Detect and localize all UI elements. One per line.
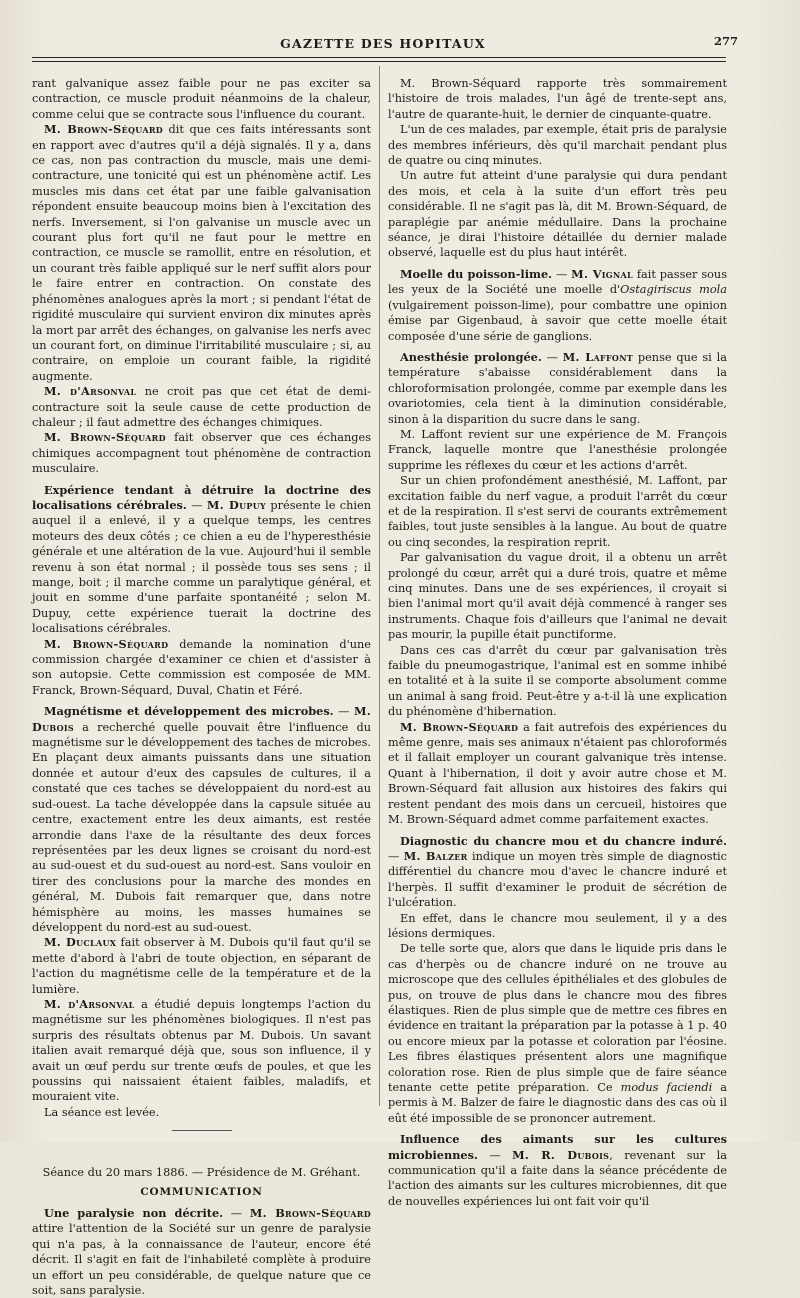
separator-rule: [172, 1130, 232, 1131]
paragraph: Un autre fut atteint d'une paralysie qui dura pendant des mois, et cela à la suite d'un effort très peu considérable. Il ne s'agit pas là, dit M. Brown-Séquard, de paraplégie par anémie médullaire. Dans la prochaine séance, je dirai l'histoire détaillée du dernier malade observé, laquelle est du plus haut intérêt.: [388, 169, 727, 260]
paragraph: M. Brown-Séquard fait observer que ces échanges chimiques accompagnent tout phénomène de contraction musculaire.: [32, 430, 371, 476]
section-paragraph: Influence des aimants sur les cultures microbiennes. — M. R. Dubois, revenant sur la communication qu'il a faite dans la séance précédente de l'action des aimants sur les cultures microbiennes, dit que de nouvelles expériences lui ont fait voir qu'il: [388, 1132, 727, 1208]
speaker-name: M. Brown-Séquard: [44, 430, 166, 445]
seance-heading: Séance du 20 mars 1886. — Présidence de M. Gréhant.: [42, 1166, 361, 1180]
speaker-name: M. Brown-Séquard: [44, 636, 169, 651]
speaker-name: M. d'Arsonval: [44, 384, 137, 399]
paragraph: M. Brown-Séquard rapporte très sommairement l'histoire de trois malades, l'un âgé de trente-sept ans, l'autre de quarante-huit, le dernier de cinquante-quatre.: [388, 77, 727, 121]
section-heading: Magnétisme et développement des microbes.: [44, 704, 334, 719]
speaker-name: M. Brown-Séquard: [400, 719, 519, 734]
paragraph: De telle sorte que, alors que dans le liquide pris dans le cas d'herpès ou de chancre induré on ne trouve au microscope que des cellules épithéliales et des globules de pus, on trouve de plus dans le chancre mou des fibres élastiques. Rien de plus simple que de mettre ces fibres en évidence en traitant la préparation par la potasse à 1 p. 40 ou encore mieux par la potasse et coloration par l'éosine. Les fibres élastiques présentent alors une magnifique coloration rose. Rien de plus simple que de faire séance tenante cette petite préparation. Ce modus faciendi a permis à M. Balzer de faire le diagnostic dans des cas où il eût été impossible de se prononcer autrement.: [388, 942, 727, 1125]
journal-title: GAZETTE DES HOPITAUX: [280, 36, 486, 51]
section-paragraph: Magnétisme et développement des microbes. — M. Dubois a recherché quelle pouvait être l'influence du magnétisme sur le développement des taches de microbes. En plaçant deux aimants puissants dans une situation donnée et autour d'eux des capsules de cultures, il a constaté que ces taches se développaient du nord-est au sud-ouest. La tache développée dans la capsule située au centre, exactement entre les deux aimants, est restée arrondie dans l'axe de la résultante des deux forces représentées par les deux lignes se croisant du nord-est au sud-ouest et du sud-ouest au nord-est. Sans vouloir en tirer des conclusions pour la marche des mondes en général, M. Dubois fait remarquer que, dans notre hémisphère au moins, les masses humaines se développent du nord-est au sud-ouest.: [32, 704, 371, 934]
header-rule: [32, 57, 726, 58]
species-name: Ostagiriscus mola: [620, 283, 727, 297]
paragraph: M. d'Arsonval a étudié depuis longtemps l'action du magnétisme sur les phénomènes biologiques. Il n'est pas surpris des résultats obtenus par M. Dubois. Un savant italien avait remarqué déjà que, sous son influence, il y avait un œuf perdu sur trente œufs de poules, et que les poussins qui naissaient étaient faibles, maladifs, et mouraient vite.: [32, 996, 371, 1104]
paragraph: En effet, dans le chancre mou seulement, il y a des lésions dermiques.: [388, 911, 727, 940]
paragraph: M. Laffont revient sur une expérience de M. François Franck, laquelle montre que l'anesthésie prolongée supprime les réflexes du cœur et les actions d'arrêt.: [388, 427, 727, 472]
paragraph: Sur un chien profondément anesthésié, M. Laffont, par excitation faible du nerf vague, a produit l'arrêt du cœur et de la respiration. Il s'est servi de courants extrêmement faibles, tout juste sensibles à la langue. Au bout de quatre ou cinq secondes, la respiration reprit.: [388, 474, 727, 549]
paragraph: L'un de ces malades, par exemple, était pris de paralysie des membres inférieurs, dès qu'il marchait pendant plus de quatre ou cinq minutes.: [388, 123, 727, 168]
section-paragraph: Une paralysie non décrite. — M. Brown-Séquard attire l'attention de la Société sur un genre de paralysie qui n'a pas, à la connaissance de l'auteur, encore été décrit. Il s'agit en fait de l'inhabileté complète à produire un effort un peu considérable, de quelque nature que ce soit, sans paralysie.: [32, 1206, 371, 1298]
section-paragraph: Diagnostic du chancre mou et du chancre induré. — M. Balzer indique un moyen très simple de diagnostic différentiel du chancre mou d'avec le chancre induré et l'herpès. Il suffit d'examiner le produit de sécrétion de l'ulcération.: [388, 833, 727, 910]
speaker-name: M. d'Arsonval: [44, 996, 135, 1011]
paragraph: Par galvanisation du vague droit, il a obtenu un arrêt prolongé du cœur, arrêt qui a duré trois, quatre et même cinq minutes. Dans une de ses expériences, il croyait si bien l'animal mort qu'il avait déjà commencé à ranger ses instruments. Chaque fois d'ailleurs que l'animal ne devait pas mourir, la pupille était punctiforme.: [388, 551, 727, 642]
speaker-name: M. Duclaux: [44, 935, 117, 950]
speaker-name: M. Brown-Séquard: [249, 1206, 371, 1221]
column-divider: [379, 66, 380, 1106]
paragraph: M. d'Arsonval ne croit pas que cet état de demi-contracture soit la seule cause de cette production de chaleur ; il faut admettre des échanges chimiques.: [32, 384, 371, 429]
section-heading: Influence des aimants sur les cultures microbiennes.: [388, 1132, 727, 1162]
latin-phrase: modus faciendi: [620, 1081, 713, 1094]
section-paragraph: Anesthésie prolongée. — M. Laffont pense que si la température s'abaisse considérablement dans la chloroformisation prolongée, comme par exemple dans les ovariotomies, cela tient à la diminution considérable, sinon à la disparition du sucre dans le sang.: [388, 349, 727, 426]
speaker-name: M. Vignal: [571, 266, 633, 281]
speaker-name: M. Balzer: [403, 848, 468, 863]
left-column: [32, 76, 371, 1298]
paragraph: M. Brown-Séquard dit que ces faits intéressants sont en rapport avec d'autres qu'il a déjà signalés. Il y a, dans ce cas, non pas contraction du muscle, mais une demi-contracture, une tonicité qui est un phénomène actif. Les muscles mis dans cet état par une faible galvanisation répondent ensuite beaucoup moins bien à l'excitation des nerfs. Inversement, si l'on galvanise un muscle avec un courant plus fort qu'il ne faut pour le mettre en contraction, ce muscle se ramollit, entre en résolution, et un courant très faible appliqué sur le nerf suffit alors pour le faire entrer en contraction. On constate des phénomènes analogues après la mort ; si pendant l'état de rigidité musculaire qui survient environ dix minutes après la mort par arrêt des échanges, on galvanise les nerfs avec un courant fort, on diminue l'irritabilité musculaire ; si, au contraire, on emploie un courant faible, la rigidité augmente.: [32, 122, 371, 383]
right-column: [388, 76, 727, 1209]
paragraph: M. Brown-Séquard demande la nomination d'une commission chargée d'examiner ce chien et d'assister à son autopsie. Cette commission est composée de MM. Franck, Brown-Séquard, Duval, Chatin et Féré.: [32, 636, 371, 697]
speaker-name: M. Brown-Séquard: [44, 122, 164, 137]
header-rule-thin: [32, 61, 726, 62]
section-heading: Expérience tendant à détruire la doctrine des localisations cérébrales.: [32, 482, 371, 512]
paragraph: La séance est levée.: [44, 1105, 160, 1119]
paragraph: Dans ces cas d'arrêt du cœur par galvanisation très faible du pneumogastrique, l'animal est en somme inhibé en totalité et à la suite il se comporte absolument comme un animal à sang froid. Peut-être y a-t-il là une explication du phénomène d'hibernation.: [388, 643, 727, 719]
section-heading: Moelle du poisson-lime.: [400, 266, 553, 281]
communication-heading: COMMUNICATION: [140, 1185, 263, 1198]
section-paragraph: Expérience tendant à détruire la doctrine des localisations cérébrales. — M. Dupuy présente le chien auquel il a enlevé, il y a quelque temps, les centres moteurs des deux côtés ; ce chien a eu de l'hyperesthésie générale et une altération de la vue. Aujourd'hui il semble revenu à son état normal ; il possède tous ses sens ; il mange, boit ; il marche comme un paralytique général, et jouit en somme d'une parfaite spontanéité ; selon M. Dupuy, cette expérience tuerait la doctrine des localisations cérébrales.: [32, 482, 371, 636]
paragraph: M. Duclaux fait observer à M. Dubois qu'il faut qu'il se mette d'abord à l'abri de toute objection, en séparant de l'action du magnétisme celle de la température et de la lumière.: [32, 935, 371, 996]
speaker-name: M. Dubois: [32, 704, 371, 734]
speaker-name: M. R. Dubois: [512, 1147, 610, 1162]
section-heading: Diagnostic du chancre mou et du chancre induré.: [400, 833, 727, 848]
paragraph: M. Brown-Séquard a fait autrefois des expériences du même genre, mais ses animaux n'étaient pas chloroformés et il fallait employer un courant galvanique très intense. Quant à l'hibernation, il doit y avoir autre chose et M. Brown-Séquard fait allusion aux histoires des fakirs qui restent pendant des mois dans un cercueil, histoires que M. Brown-Séquard admet comme parfaitement exactes.: [388, 719, 727, 827]
speaker-name: M. Laffont: [562, 349, 634, 364]
page-number: 277: [713, 34, 738, 48]
speaker-name: M. Dupuy: [206, 497, 266, 512]
section-heading: Anesthésie prolongée.: [400, 349, 542, 364]
page-header: [36, 34, 738, 52]
section-heading: Une paralysie non décrite.: [44, 1206, 224, 1221]
paragraph: rant galvanique assez faible pour ne pas exciter sa contraction, ce muscle produit néanmoins de la chaleur, comme celui que se contracte sous l'influence du courant.: [32, 77, 371, 121]
section-paragraph: Moelle du poisson-lime. — M. Vignal fait passer sous les yeux de la Société une moelle d'Ostagiriscus mola (vulgairement poisson-lime), pour combattre une opinion émise par Gigenbaud, à savoir que cette moelle était composée d'une série de ganglions.: [388, 266, 727, 343]
